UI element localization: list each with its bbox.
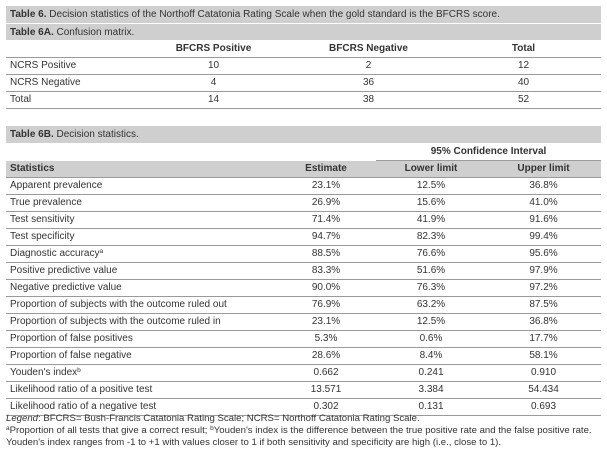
statistic-name <box>6 229 276 246</box>
statistic-name <box>6 365 276 382</box>
statistic-value: 0.131 <box>376 399 486 416</box>
table-cell: 38 <box>291 92 446 109</box>
table-cell: 12 <box>446 58 601 75</box>
table-cell: 14 <box>136 92 291 109</box>
statistic-label: True prevalence <box>10 197 82 208</box>
statistic-value: 99.4% <box>486 229 601 246</box>
statistic-name <box>6 263 276 280</box>
statistic-value: 54.434 <box>486 382 601 399</box>
table-row <box>6 314 601 331</box>
table-6a-header-cell: BFCRS Positive <box>136 41 291 58</box>
statistic-value: 83.3% <box>276 263 376 280</box>
footnote-mark: b <box>77 367 81 374</box>
table-row <box>6 92 601 109</box>
table-row <box>6 280 601 297</box>
ci-header: 95% Confidence Interval <box>376 144 601 161</box>
statistic-label: Test specificity <box>10 231 75 242</box>
statistic-label: Positive predictive value <box>10 265 118 276</box>
ci-spacer <box>276 144 376 161</box>
table-legend <box>6 413 601 449</box>
statistic-label: Proportion of subjects with the outcome ruled out <box>10 299 227 310</box>
table-6a-label: Table 6A. <box>10 27 54 38</box>
table-row <box>6 178 601 195</box>
table-cell: 40 <box>446 75 601 92</box>
statistic-label: Apparent prevalence <box>10 180 103 191</box>
footnotes <box>6 425 601 449</box>
table-6-caption: Decision statistics of the Northoff Catatonia Rating Scale when the gold standard is the BFCRS score. <box>49 9 500 20</box>
statistic-label: Diagnostic accuracy <box>10 248 100 259</box>
legend-text: : BFCRS= Bush-Francis Catatonia Rating Scale; NCRS= Northoff Catatonia Rating Scale. <box>38 413 420 424</box>
table-row <box>6 212 601 229</box>
table-row <box>6 195 601 212</box>
table-cell: 2 <box>291 58 446 75</box>
table-cell: 52 <box>446 92 601 109</box>
statistic-value: 36.8% <box>486 314 601 331</box>
decision-statistics-table <box>6 144 601 416</box>
statistic-value: 41.0% <box>486 195 601 212</box>
statistic-value: 0.910 <box>486 365 601 382</box>
table-row <box>6 75 601 92</box>
legend-label: Legend <box>6 413 39 424</box>
table-cell: 4 <box>136 75 291 92</box>
table-row <box>6 263 601 280</box>
row-label: NCRS Positive <box>6 58 136 75</box>
table-6-title <box>6 6 601 23</box>
statistic-name <box>6 195 276 212</box>
ci-spacer <box>6 144 276 161</box>
statistic-value: 76.6% <box>376 246 486 263</box>
statistic-value: 76.3% <box>376 280 486 297</box>
statistic-value: 97.9% <box>486 263 601 280</box>
statistic-value: 17.7% <box>486 331 601 348</box>
statistic-label: Youden's index <box>10 367 78 378</box>
statistic-label: Proportion of subjects with the outcome ruled in <box>10 316 221 327</box>
table-6a-header-cell <box>6 41 136 58</box>
table-row <box>6 58 601 75</box>
statistic-value: 23.1% <box>276 178 376 195</box>
table-row <box>6 382 601 399</box>
statistic-value: 76.9% <box>276 297 376 314</box>
statistic-value: 23.1% <box>276 314 376 331</box>
table-6a-title <box>6 23 601 40</box>
statistic-value: 88.5% <box>276 246 376 263</box>
statistic-value: 87.5% <box>486 297 601 314</box>
table-row <box>6 297 601 314</box>
statistic-value: 15.6% <box>376 195 486 212</box>
table-row <box>6 229 601 246</box>
table-6b-title <box>6 126 601 143</box>
statistic-value: 58.1% <box>486 348 601 365</box>
statistic-label: Proportion of false negative <box>10 350 132 361</box>
footnote-mark: a <box>99 248 104 255</box>
statistic-name <box>6 178 276 195</box>
statistic-value: 3.384 <box>376 382 486 399</box>
statistic-name <box>6 314 276 331</box>
statistic-value: 0.6% <box>376 331 486 348</box>
statistic-label: Test sensitivity <box>10 214 75 225</box>
table-6a-header-row <box>6 41 601 58</box>
confusion-matrix-table <box>6 41 601 109</box>
statistic-value: 90.0% <box>276 280 376 297</box>
statistic-label: Likelihood ratio of a positive test <box>10 384 153 395</box>
statistic-value: 94.7% <box>276 229 376 246</box>
statistic-value: 82.3% <box>376 229 486 246</box>
statistic-value: 0.662 <box>276 365 376 382</box>
statistic-name <box>6 246 276 263</box>
statistic-name <box>6 382 276 399</box>
table-row <box>6 348 601 365</box>
statistic-value: 0.302 <box>276 399 376 416</box>
statistic-name <box>6 348 276 365</box>
statistic-value: 95.6% <box>486 246 601 263</box>
table-row <box>6 365 601 382</box>
row-label: NCRS Negative <box>6 75 136 92</box>
table-6b-header-cell: Statistics <box>6 161 276 178</box>
footnote-a: Proportion of all tests that give a correct result; <box>9 425 211 436</box>
table-6a-caption: Confusion matrix. <box>56 27 135 38</box>
statistic-value: 41.9% <box>376 212 486 229</box>
table-6b-caption: Decision statistics. <box>56 129 139 140</box>
statistic-value: 12.5% <box>376 178 486 195</box>
table-cell: 10 <box>136 58 291 75</box>
footnote-b-mark: b <box>210 425 214 432</box>
table-6a-header-cell: Total <box>446 41 601 58</box>
footnote-b: Youden's index is the difference between the true positive rate and the false positive rate. Youden's index ranges from -1 to +1 with values closer to 1 if both sensitivity and specificity are high (i.e., close to 1). <box>6 425 592 448</box>
legend-line <box>6 413 601 425</box>
table-row <box>6 331 601 348</box>
table-cell: 36 <box>291 75 446 92</box>
table-row <box>6 246 601 263</box>
statistic-value: 71.4% <box>276 212 376 229</box>
statistic-name <box>6 331 276 348</box>
statistic-label: Likelihood ratio of a negative test <box>10 401 157 412</box>
statistic-label: Negative predictive value <box>10 282 122 293</box>
statistic-value: 8.4% <box>376 348 486 365</box>
statistic-value: 63.2% <box>376 297 486 314</box>
statistic-value: 13.571 <box>276 382 376 399</box>
statistic-value: 0.693 <box>486 399 601 416</box>
row-label: Total <box>6 92 136 109</box>
statistic-value: 36.8% <box>486 178 601 195</box>
statistic-value: 91.6% <box>486 212 601 229</box>
table-6b-label: Table 6B. <box>10 129 54 140</box>
statistic-value: 51.6% <box>376 263 486 280</box>
table-6b-header-row <box>6 161 601 178</box>
table-6b-header-cell: Estimate <box>276 161 376 178</box>
statistic-value: 97.2% <box>486 280 601 297</box>
table-6-label: Table 6. <box>10 9 47 20</box>
statistic-label: Proportion of false positives <box>10 333 133 344</box>
statistic-name <box>6 297 276 314</box>
table-6b-header-cell: Upper limit <box>486 161 601 178</box>
statistic-value: 26.9% <box>276 195 376 212</box>
statistic-name <box>6 280 276 297</box>
table-6a-header-cell: BFCRS Negative <box>291 41 446 58</box>
statistic-value: 12.5% <box>376 314 486 331</box>
statistic-name <box>6 212 276 229</box>
statistic-value: 28.6% <box>276 348 376 365</box>
footnote-a-mark: a <box>6 425 10 432</box>
ci-header-row <box>6 144 601 161</box>
statistic-value: 5.3% <box>276 331 376 348</box>
table-6b-header-cell: Lower limit <box>376 161 486 178</box>
statistic-value: 0.241 <box>376 365 486 382</box>
